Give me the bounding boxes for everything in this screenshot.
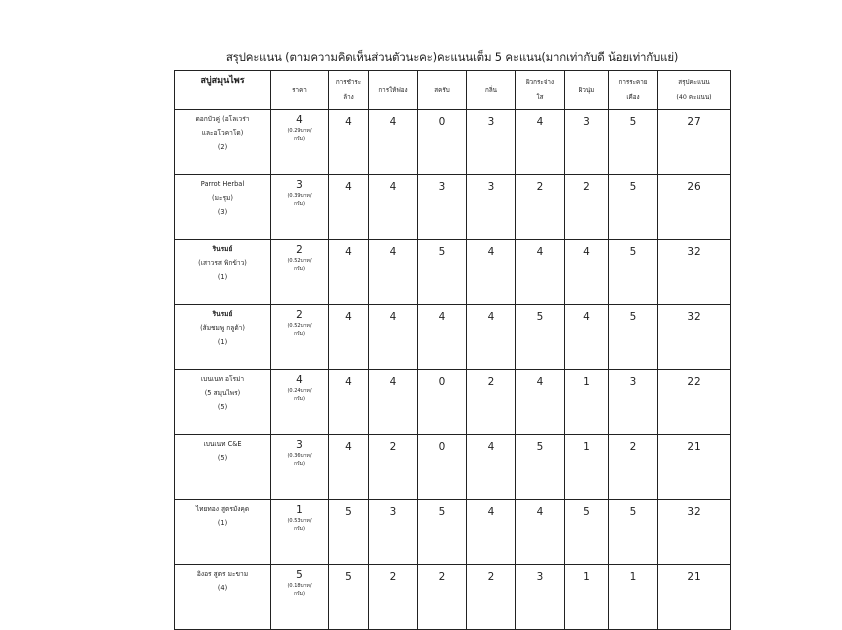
header-scent: กลิ่น bbox=[467, 71, 516, 110]
score-cell: 3 bbox=[467, 175, 516, 240]
header-price: ราคา bbox=[271, 71, 329, 110]
score-cell: 3 bbox=[369, 500, 418, 565]
price-cell bbox=[271, 175, 329, 240]
score-cell: 4 bbox=[369, 370, 418, 435]
price-per-gram: (0.36บาท/ bbox=[287, 453, 312, 459]
soap-rank: (3) bbox=[217, 208, 228, 216]
soap-variant: (1) bbox=[217, 519, 228, 527]
table-row bbox=[175, 305, 731, 370]
price-score: 2 bbox=[296, 244, 303, 256]
soap-rank: (5) bbox=[217, 403, 228, 411]
soap-rank: (2) bbox=[217, 143, 228, 151]
total-score: 21 bbox=[658, 435, 731, 500]
score-cell: 1 bbox=[565, 370, 609, 435]
score-cell: 5 bbox=[329, 565, 369, 630]
score-cell: 3 bbox=[467, 110, 516, 175]
score-cell: 4 bbox=[467, 500, 516, 565]
soap-variant: (ส้มชมพู กลูต้า) bbox=[200, 324, 245, 332]
header-scrub: สครับ bbox=[418, 71, 467, 110]
header-total: สรุปคะแนน (40 คะแนน) bbox=[658, 71, 731, 110]
table-body bbox=[175, 110, 731, 630]
soap-name-cell bbox=[175, 565, 271, 630]
soap-name-cell bbox=[175, 500, 271, 565]
price-per-gram: (0.24บาท/ bbox=[287, 388, 312, 394]
score-cell: 4 bbox=[467, 240, 516, 305]
price-score: 2 bbox=[296, 309, 303, 321]
price-cell bbox=[271, 435, 329, 500]
score-cell: 4 bbox=[329, 110, 369, 175]
header-cleansing: การชำระ ล้าง bbox=[329, 71, 369, 110]
score-cell: 2 bbox=[467, 370, 516, 435]
score-cell: 0 bbox=[418, 110, 467, 175]
soap-variant: (5) bbox=[217, 454, 228, 462]
price-cell bbox=[271, 565, 329, 630]
score-cell: 1 bbox=[565, 565, 609, 630]
score-cell: 2 bbox=[516, 175, 565, 240]
score-cell: 5 bbox=[418, 240, 467, 305]
soap-rank: (1) bbox=[217, 338, 228, 346]
header-foam: การให้ฟอง bbox=[369, 71, 418, 110]
score-cell: 5 bbox=[609, 305, 658, 370]
table-row bbox=[175, 370, 731, 435]
price-unit: กรัม) bbox=[294, 201, 305, 207]
table-row bbox=[175, 565, 731, 630]
price-unit: กรัม) bbox=[294, 136, 305, 142]
price-per-gram: (0.53บาท/ bbox=[287, 518, 312, 524]
soap-name-cell bbox=[175, 370, 271, 435]
score-cell: 5 bbox=[418, 500, 467, 565]
price-cell bbox=[271, 305, 329, 370]
score-cell: 4 bbox=[467, 435, 516, 500]
total-score: 21 bbox=[658, 565, 731, 630]
soap-name: ดอกบัวคู่ (อโลเวร่า bbox=[195, 115, 250, 123]
table-row bbox=[175, 110, 731, 175]
price-per-gram: (0.52บาท/ bbox=[287, 323, 312, 329]
table-row bbox=[175, 435, 731, 500]
score-cell: 5 bbox=[565, 500, 609, 565]
score-cell: 4 bbox=[329, 240, 369, 305]
score-table bbox=[174, 70, 731, 630]
score-cell: 5 bbox=[609, 110, 658, 175]
score-cell: 2 bbox=[369, 565, 418, 630]
soap-name: ไทยทอง สูตรมังคุด bbox=[195, 505, 250, 513]
soap-variant: (เสาวรส พิกข้าว) bbox=[198, 259, 247, 267]
total-score: 26 bbox=[658, 175, 731, 240]
score-cell: 5 bbox=[609, 175, 658, 240]
score-cell: 4 bbox=[516, 110, 565, 175]
soap-variant: และอโวคาโด) bbox=[201, 129, 244, 137]
header-row bbox=[175, 71, 731, 110]
score-cell: 4 bbox=[565, 240, 609, 305]
score-cell: 2 bbox=[418, 565, 467, 630]
soap-name-cell bbox=[175, 435, 271, 500]
score-cell: 4 bbox=[369, 110, 418, 175]
score-cell: 4 bbox=[369, 240, 418, 305]
price-score: 5 bbox=[296, 569, 303, 581]
price-cell bbox=[271, 110, 329, 175]
price-unit: กรัม) bbox=[294, 396, 305, 402]
score-cell: 0 bbox=[418, 435, 467, 500]
price-cell bbox=[271, 500, 329, 565]
score-cell: 3 bbox=[516, 565, 565, 630]
price-per-gram: (0.18บาท/ bbox=[287, 583, 312, 589]
soap-rank: (1) bbox=[217, 273, 228, 281]
soap-name: เบนเนท อโรม่า bbox=[200, 375, 245, 383]
score-cell: 5 bbox=[609, 240, 658, 305]
score-cell: 5 bbox=[329, 500, 369, 565]
soap-name-cell bbox=[175, 175, 271, 240]
header-softness: ผิวนุ่ม bbox=[565, 71, 609, 110]
score-cell: 4 bbox=[565, 305, 609, 370]
score-cell: 4 bbox=[329, 305, 369, 370]
score-cell: 4 bbox=[516, 240, 565, 305]
price-per-gram: (0.29บาท/ bbox=[287, 128, 312, 134]
score-cell: 4 bbox=[329, 370, 369, 435]
score-cell: 4 bbox=[418, 305, 467, 370]
score-cell: 3 bbox=[418, 175, 467, 240]
score-cell: 4 bbox=[369, 305, 418, 370]
soap-name-cell bbox=[175, 240, 271, 305]
soap-name: เบนเนท C&E bbox=[203, 440, 242, 448]
price-cell bbox=[271, 240, 329, 305]
score-cell: 5 bbox=[516, 305, 565, 370]
table-row bbox=[175, 175, 731, 240]
price-score: 1 bbox=[296, 504, 303, 516]
price-per-gram: (0.52บาท/ bbox=[287, 258, 312, 264]
score-cell: 2 bbox=[609, 435, 658, 500]
soap-name-cell bbox=[175, 305, 271, 370]
price-unit: กรัม) bbox=[294, 331, 305, 337]
page-title: สรุปคะแนน (ตามความคิดเห็นส่วนตัวนะคะ)คะแนนเต็ม 5 คะแนน(มากเท่ากับดี น้อยเท่ากับแย่) bbox=[225, 50, 679, 64]
price-unit: กรัม) bbox=[294, 266, 305, 272]
soap-variant: (5 สมุนไพร) bbox=[204, 389, 241, 397]
score-cell: 5 bbox=[609, 500, 658, 565]
soap-name: Parrot Herbal bbox=[200, 180, 245, 188]
score-cell: 4 bbox=[329, 175, 369, 240]
score-cell: 3 bbox=[609, 370, 658, 435]
price-unit: กรัม) bbox=[294, 591, 305, 597]
soap-name-cell bbox=[175, 110, 271, 175]
soap-name: รินรมย์ bbox=[212, 310, 233, 318]
soap-variant: (4) bbox=[217, 584, 228, 592]
price-score: 3 bbox=[296, 179, 303, 191]
total-score: 22 bbox=[658, 370, 731, 435]
score-cell: 2 bbox=[467, 565, 516, 630]
score-cell: 4 bbox=[516, 370, 565, 435]
score-cell: 4 bbox=[329, 435, 369, 500]
header-irritation: การระคาย เคือง bbox=[609, 71, 658, 110]
soap-variant: (มะรุม) bbox=[212, 194, 233, 202]
soap-name: รินรมย์ bbox=[212, 245, 233, 253]
score-cell: 4 bbox=[467, 305, 516, 370]
price-unit: กรัม) bbox=[294, 526, 305, 532]
score-cell: 1 bbox=[609, 565, 658, 630]
price-unit: กรัม) bbox=[294, 461, 305, 467]
score-cell: 4 bbox=[369, 175, 418, 240]
score-cell: 2 bbox=[369, 435, 418, 500]
score-cell: 2 bbox=[565, 175, 609, 240]
total-score: 32 bbox=[658, 500, 731, 565]
price-per-gram: (0.39บาท/ bbox=[287, 193, 312, 199]
price-score: 3 bbox=[296, 439, 303, 451]
header-soap: สบู่สมุนไพร bbox=[175, 71, 271, 110]
price-score: 4 bbox=[296, 114, 303, 126]
table-row bbox=[175, 240, 731, 305]
score-cell: 3 bbox=[565, 110, 609, 175]
score-cell: 1 bbox=[565, 435, 609, 500]
price-cell bbox=[271, 370, 329, 435]
total-score: 27 bbox=[658, 110, 731, 175]
price-score: 4 bbox=[296, 374, 303, 386]
score-cell: 5 bbox=[516, 435, 565, 500]
total-score: 32 bbox=[658, 305, 731, 370]
score-cell: 4 bbox=[516, 500, 565, 565]
soap-name: อิงอร สูตร มะขาม bbox=[196, 570, 249, 578]
total-score: 32 bbox=[658, 240, 731, 305]
header-brightening: ผิวกระจ่าง ใส bbox=[516, 71, 565, 110]
table-row bbox=[175, 500, 731, 565]
score-cell: 0 bbox=[418, 370, 467, 435]
